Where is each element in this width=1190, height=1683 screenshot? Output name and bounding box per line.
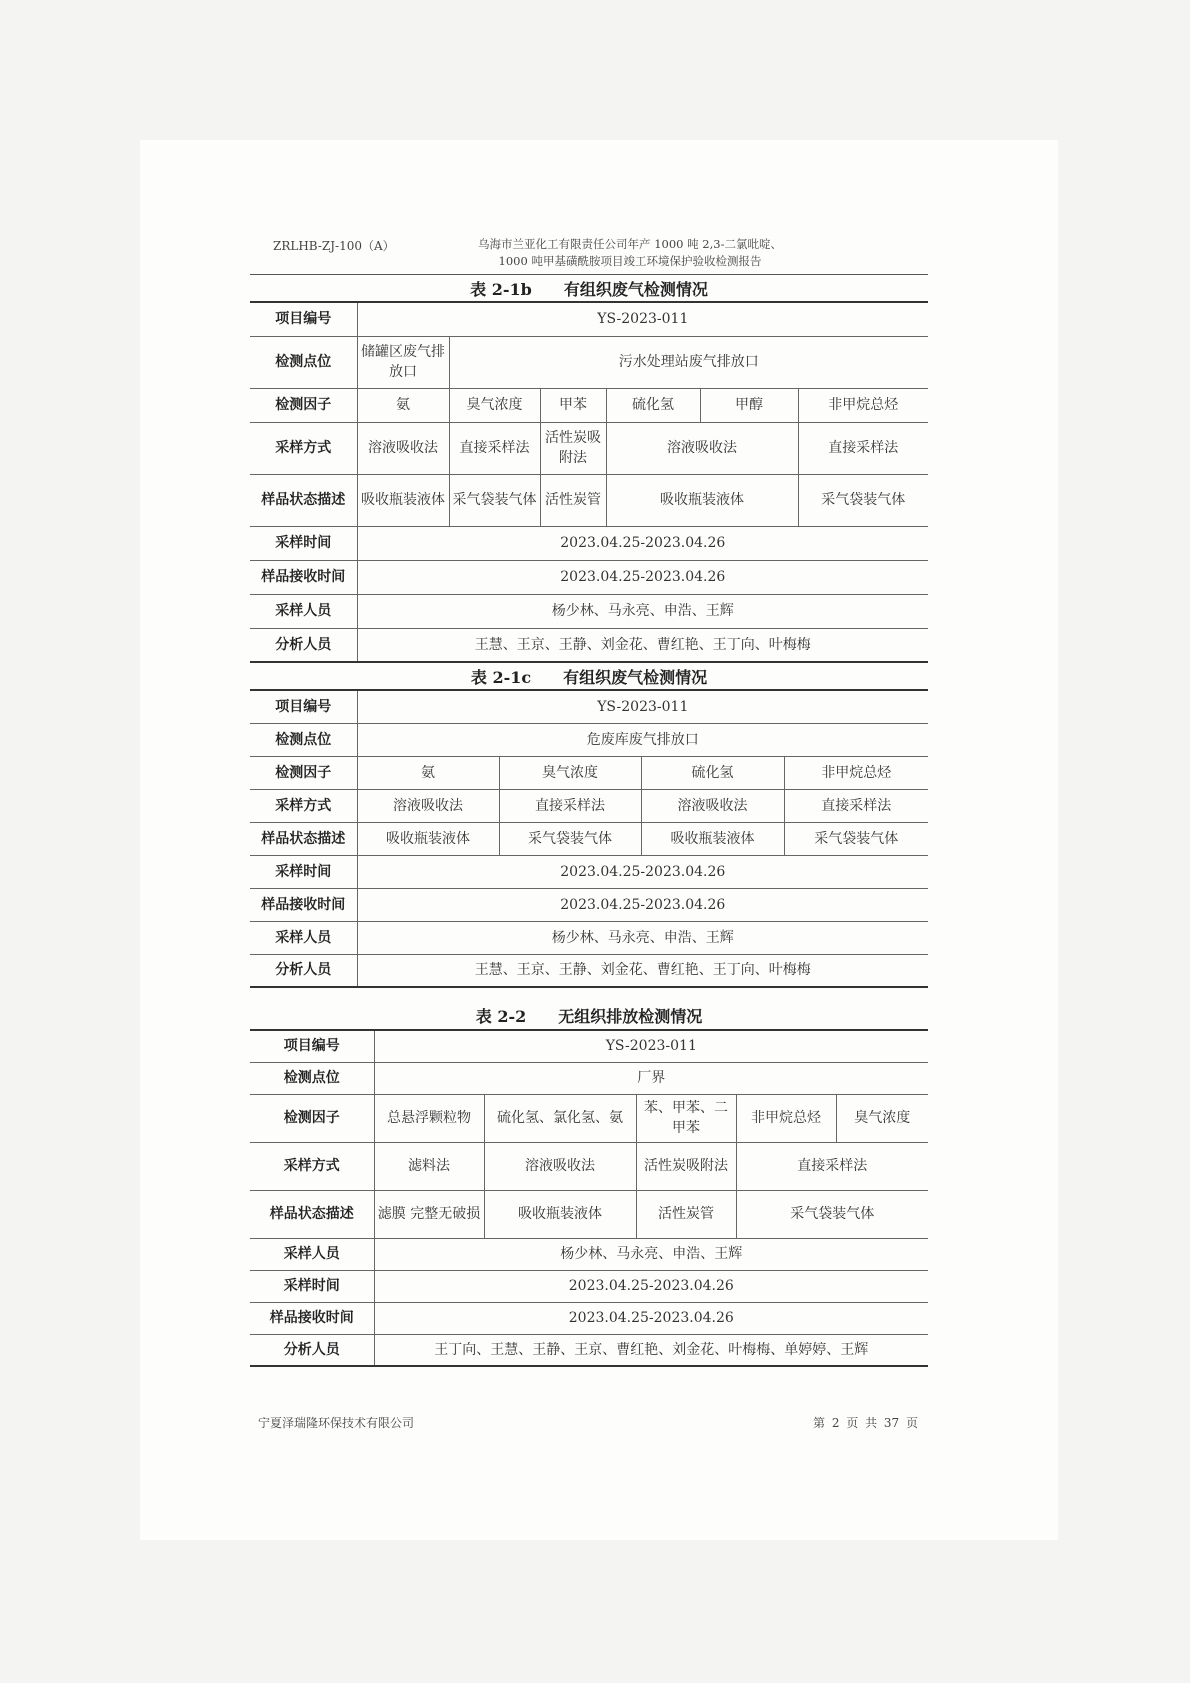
row-label: 采样方式: [250, 422, 357, 474]
cell: 王慧、王京、王静、刘金花、曹红艳、王丁向、叶梅梅: [357, 954, 928, 987]
footer-company: 宁夏泽瑞隆环保技术有限公司: [258, 1416, 415, 1430]
cell: 王丁向、王慧、王静、王京、曹红艳、刘金花、叶梅梅、单婷婷、王辉: [374, 1334, 928, 1366]
cell: 2023.04.25-2023.04.26: [357, 560, 928, 594]
cell: 甲苯: [540, 388, 606, 422]
table-row: [250, 560, 928, 594]
cell: 直接采样法: [499, 789, 641, 822]
row-label: 项目编号: [250, 1030, 374, 1062]
table-row: [250, 302, 928, 336]
header-divider: [250, 274, 928, 275]
cell: 吸收瓶装液体: [606, 474, 798, 526]
table-row: [250, 1094, 928, 1142]
table-row: [250, 1238, 928, 1270]
cell: 溶液吸收法: [641, 789, 784, 822]
table-2-1b-caption: [250, 277, 928, 300]
table-row: [250, 474, 928, 526]
cell: 甲醇: [700, 388, 798, 422]
cell: 非甲烷总烃: [736, 1094, 836, 1142]
caption-title: 有组织废气检测情况: [563, 280, 708, 299]
cell: 危废库废气排放口: [357, 723, 928, 756]
row-label: 检测因子: [250, 388, 357, 422]
row-label: 采样方式: [250, 1142, 374, 1190]
cell: 吸收瓶装液体: [357, 822, 499, 855]
row-label: 检测点位: [250, 723, 357, 756]
caption-title: 无组织排放检测情况: [558, 1007, 703, 1026]
table-row: [250, 789, 928, 822]
table-row: [250, 888, 928, 921]
cell: 非甲烷总烃: [798, 388, 928, 422]
cell: 硫化氢: [641, 756, 784, 789]
table-row: [250, 954, 928, 987]
cell: 活性炭管: [636, 1190, 736, 1238]
report-title-line-1: 乌海市兰亚化工有限责任公司年产 1000 吨 2,3-二氯吡啶、: [478, 237, 782, 251]
cell: 滤膜 完整无破损: [374, 1190, 484, 1238]
cell: 非甲烷总烃: [784, 756, 928, 789]
row-label: 采样时间: [250, 855, 357, 888]
row-label: 检测因子: [250, 756, 357, 789]
cell: 2023.04.25-2023.04.26: [357, 888, 928, 921]
row-label: 样品状态描述: [250, 474, 357, 526]
row-label: 分析人员: [250, 1334, 374, 1366]
footer-page-number: 第 2 页 共 37 页: [813, 1416, 918, 1430]
cell: 吸收瓶装液体: [357, 474, 449, 526]
cell: 总悬浮颗粒物: [374, 1094, 484, 1142]
cell: 杨少林、马永亮、申浩、王辉: [374, 1238, 928, 1270]
table-row: [250, 921, 928, 954]
cell: 采气袋装气体: [784, 822, 928, 855]
cell: 直接采样法: [449, 422, 540, 474]
row-label: 检测点位: [250, 336, 357, 388]
report-title: [420, 236, 840, 270]
row-label: 采样人员: [250, 594, 357, 628]
table-2-1b: [250, 301, 928, 663]
cell: 溶液吸收法: [484, 1142, 636, 1190]
table-row: [250, 690, 928, 723]
table-2-1c-caption: [250, 665, 928, 688]
caption-number: 表 2-2: [475, 1007, 527, 1026]
cell: 厂界: [374, 1062, 928, 1094]
cell: 溶液吸收法: [357, 789, 499, 822]
table-row: [250, 723, 928, 756]
table-row: [250, 1270, 928, 1302]
row-label: 分析人员: [250, 954, 357, 987]
cell: 活性炭管: [540, 474, 606, 526]
row-label: 采样时间: [250, 1270, 374, 1302]
cell: 直接采样法: [736, 1142, 928, 1190]
row-label: 样品接收时间: [250, 560, 357, 594]
table-row: [250, 1142, 928, 1190]
cell: 溶液吸收法: [357, 422, 449, 474]
row-label: 检测点位: [250, 1062, 374, 1094]
cell: 吸收瓶装液体: [484, 1190, 636, 1238]
cell: 臭气浓度: [836, 1094, 928, 1142]
caption-number: 表 2-1b: [470, 280, 532, 299]
row-label: 项目编号: [250, 302, 357, 336]
row-label: 采样方式: [250, 789, 357, 822]
cell: 储罐区废气排放口: [357, 336, 449, 388]
cell: 2023.04.25-2023.04.26: [374, 1302, 928, 1334]
table-2-1c: [250, 689, 928, 988]
cell: 滤料法: [374, 1142, 484, 1190]
report-title-line-2: 1000 吨甲基磺酰胺项目竣工环境保护验收检测报告: [498, 254, 762, 268]
row-label: 样品状态描述: [250, 822, 357, 855]
table-2-2: [250, 1029, 928, 1367]
table-row: [250, 1334, 928, 1366]
table-row: [250, 855, 928, 888]
cell: 溶液吸收法: [606, 422, 798, 474]
cell: 氨: [357, 756, 499, 789]
project-number: YS-2023-011: [374, 1030, 928, 1062]
table-row: [250, 1062, 928, 1094]
cell: 2023.04.25-2023.04.26: [357, 526, 928, 560]
cell: 硫化氢、氯化氢、氨: [484, 1094, 636, 1142]
row-label: 分析人员: [250, 628, 357, 662]
cell: 2023.04.25-2023.04.26: [357, 855, 928, 888]
row-label: 样品状态描述: [250, 1190, 374, 1238]
table-2-2-caption: [250, 1004, 928, 1027]
report-code: ZRLHB-ZJ-100（A）: [273, 239, 395, 253]
cell: 采气袋装气体: [449, 474, 540, 526]
row-label: 采样人员: [250, 921, 357, 954]
cell: 2023.04.25-2023.04.26: [374, 1270, 928, 1302]
row-label: 采样人员: [250, 1238, 374, 1270]
table-row: [250, 822, 928, 855]
table-row: [250, 594, 928, 628]
cell: 杨少林、马永亮、申浩、王辉: [357, 594, 928, 628]
table-row: [250, 526, 928, 560]
project-number: YS-2023-011: [357, 690, 928, 723]
cell: 直接采样法: [798, 422, 928, 474]
project-number: YS-2023-011: [357, 302, 928, 336]
row-label: 样品接收时间: [250, 888, 357, 921]
cell: 臭气浓度: [499, 756, 641, 789]
table-row: [250, 388, 928, 422]
row-label: 样品接收时间: [250, 1302, 374, 1334]
cell: 活性炭吸附法: [636, 1142, 736, 1190]
cell: 臭气浓度: [449, 388, 540, 422]
table-row: [250, 1302, 928, 1334]
table-row: [250, 336, 928, 388]
cell: 氨: [357, 388, 449, 422]
row-label: 检测因子: [250, 1094, 374, 1142]
cell: 采气袋装气体: [499, 822, 641, 855]
cell: 苯、甲苯、二甲苯: [636, 1094, 736, 1142]
caption-title: 有组织废气检测情况: [563, 668, 708, 687]
caption-number: 表 2-1c: [470, 668, 532, 687]
row-label: 项目编号: [250, 690, 357, 723]
row-label: 采样时间: [250, 526, 357, 560]
cell: 王慧、王京、王静、刘金花、曹红艳、王丁向、叶梅梅: [357, 628, 928, 662]
cell: 杨少林、马永亮、申浩、王辉: [357, 921, 928, 954]
cell: 硫化氢: [606, 388, 700, 422]
table-row: [250, 1190, 928, 1238]
cell: 采气袋装气体: [736, 1190, 928, 1238]
table-row: [250, 628, 928, 662]
cell: 吸收瓶装液体: [641, 822, 784, 855]
table-row: [250, 756, 928, 789]
cell: 污水处理站废气排放口: [449, 336, 928, 388]
cell: 直接采样法: [784, 789, 928, 822]
table-row: [250, 422, 928, 474]
table-row: [250, 1030, 928, 1062]
cell: 活性炭吸附法: [540, 422, 606, 474]
cell: 采气袋装气体: [798, 474, 928, 526]
